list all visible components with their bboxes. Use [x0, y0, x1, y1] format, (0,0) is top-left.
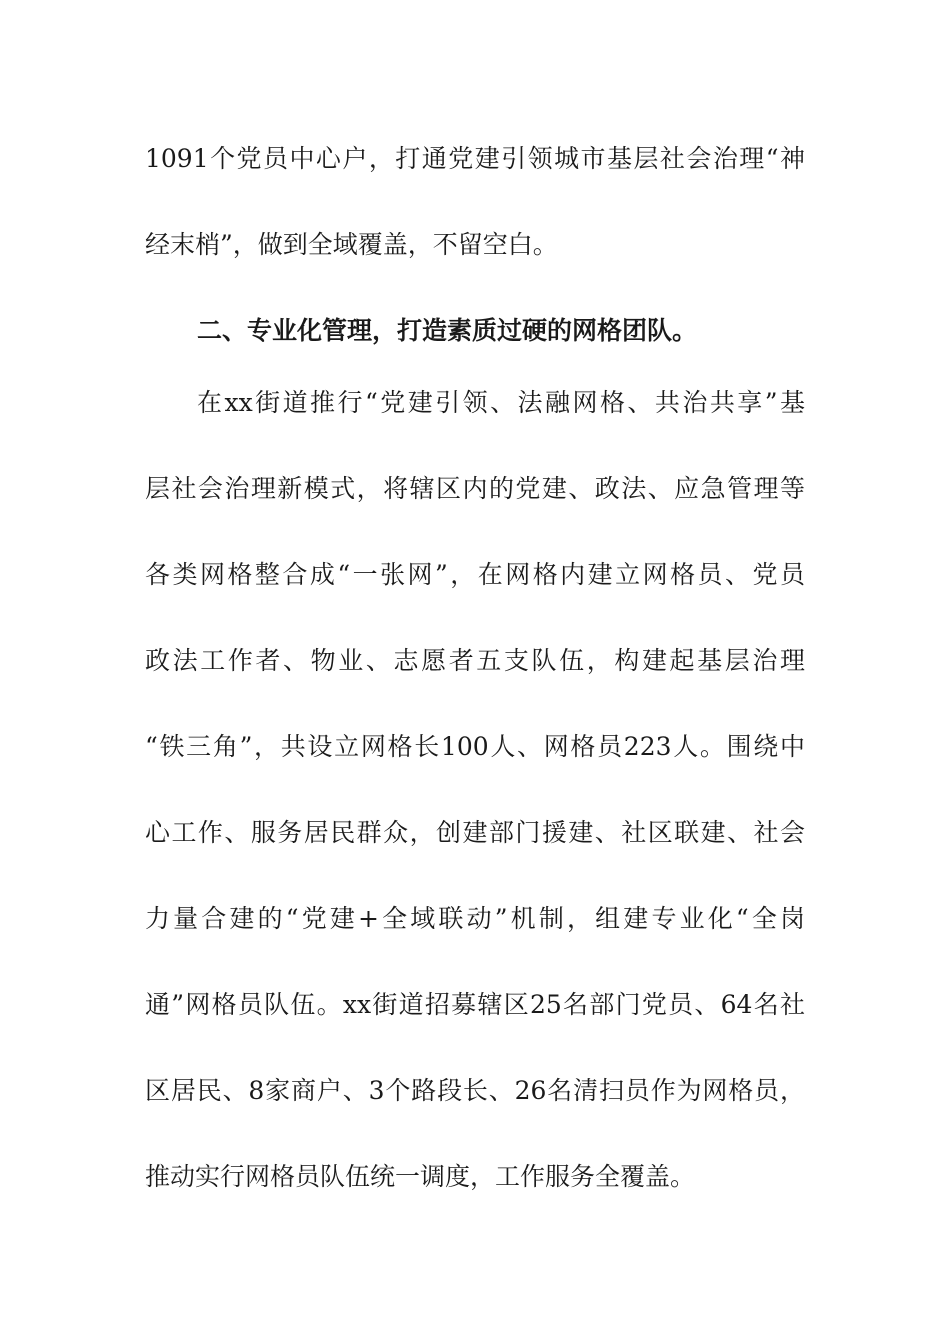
paragraph-2-line-9: 区居民、8家商户、3个路段长、26名清扫员作为网格员， [145, 1076, 805, 1105]
paragraph-2-line-5: “铁三角”，共设立网格长100人、网格员223人。围绕中 [145, 732, 805, 761]
paragraph-2-line-3: 各类网格整合成“一张网”，在网格内建立网格员、党员 [145, 560, 805, 589]
paragraph-2-line-1: 在xx街道推行“党建引领、法融网格、共治共享”基 [197, 388, 805, 417]
paragraph-2-line-8: 通”网格员队伍。xx街道招募辖区25名部门党员、64名社 [145, 990, 805, 1019]
paragraph-2-line-6: 心工作、服务居民群众，创建部门援建、社区联建、社会 [145, 818, 805, 847]
paragraph-2-line-10: 推动实行网格员队伍统一调度，工作服务全覆盖。 [145, 1162, 696, 1191]
paragraph-1-line-2: 经末梢”，做到全域覆盖，不留空白。 [145, 230, 558, 259]
paragraph-1-line-1: 1091个党员中心户，打通党建引领城市基层社会治理“神 [145, 144, 805, 173]
section-heading: 二、专业化管理，打造素质过硬的网格团队。 [197, 316, 698, 345]
paragraph-2-line-2: 层社会治理新模式，将辖区内的党建、政法、应急管理等 [145, 474, 805, 503]
paragraph-2-line-4: 政法工作者、物业、志愿者五支队伍，构建起基层治理 [145, 646, 805, 675]
paragraph-2-line-7: 力量合建的“党建+全域联动”机制，组建专业化“全岗 [145, 904, 805, 933]
